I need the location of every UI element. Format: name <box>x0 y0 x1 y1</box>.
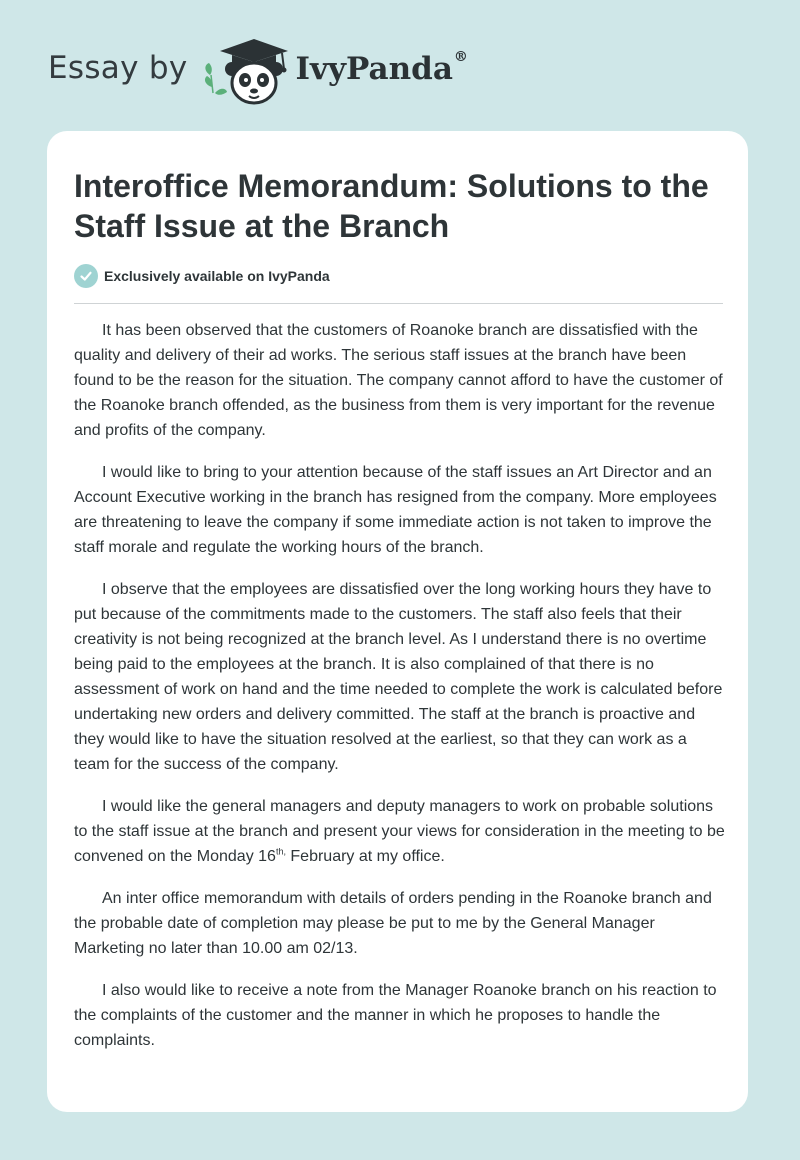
paragraph: I observe that the employees are dissatisfied over the long working hours they have to put because of the commitments made to the customers. The staff also feels that their creativity is not being recognized at the branch level. As I understand there is no overtime being paid to the employees at the branch. It is also complained of that there is no assessment of work on hand and the time needed to complete the work is calculated before undertaking new orders and delivery committed. The staff at the branch is proactive and they would like to have the situation resolved at the earliest, so that they can work as a team for the success of the company. <box>74 581 723 773</box>
essay-card <box>47 131 748 1112</box>
page-title: Interoffice Memorandum: Solutions to the Staff Issue at the Branch <box>74 168 709 244</box>
paragraph: I also would like to receive a note from the Manager Roanoke branch on his reaction to the complaints of the customer and the manner in which he proposes to handle the complaints. <box>74 982 717 1049</box>
ivy-leaf-icon <box>204 63 226 95</box>
essay-body <box>74 318 726 1070</box>
panda-face-icon <box>225 62 283 103</box>
divider <box>74 303 723 304</box>
paragraph: I would like to bring to your attention because of the staff issues an Art Director and an Account Executive working in the branch has resigned from the company. More employees are threatening to leave the company if some immediate action is not taken to improve the staff morale and regulate the working hours of the branch. <box>74 464 717 556</box>
paragraph: It has been observed that the customers of Roanoke branch are dissatisfied with the quality and delivery of their ad works. The serious staff issues at the branch have been found to be the reason for the situation. The company cannot afford to have the customer of the Roanoke branch offended, as the business from them is very important for the revenue and profits of the company. <box>74 322 723 439</box>
essay-by-label: Essay by <box>48 50 188 86</box>
paragraph: I would like the general managers and deputy managers to work on probable solutions to the staff issue at the branch and present your views for consideration in the meeting to be convened on the Monday $16^{th,}$ February at my office. <box>74 798 725 865</box>
exclusive-badge <box>74 264 330 288</box>
exclusive-label: Exclusively available on IvyPanda <box>104 268 330 284</box>
ivypanda-logo-icon[interactable] <box>202 35 294 107</box>
registered-mark: ® <box>453 49 468 65</box>
site-header <box>48 36 468 106</box>
check-icon <box>74 264 98 288</box>
brand-name[interactable]: IvyPanda® <box>295 49 468 87</box>
paragraph: An inter office memorandum with details of orders pending in the Roanoke branch and the probable date of completion may please be put to me by the General Manager Marketing no later than 10.00 am 02/13. <box>74 890 712 957</box>
